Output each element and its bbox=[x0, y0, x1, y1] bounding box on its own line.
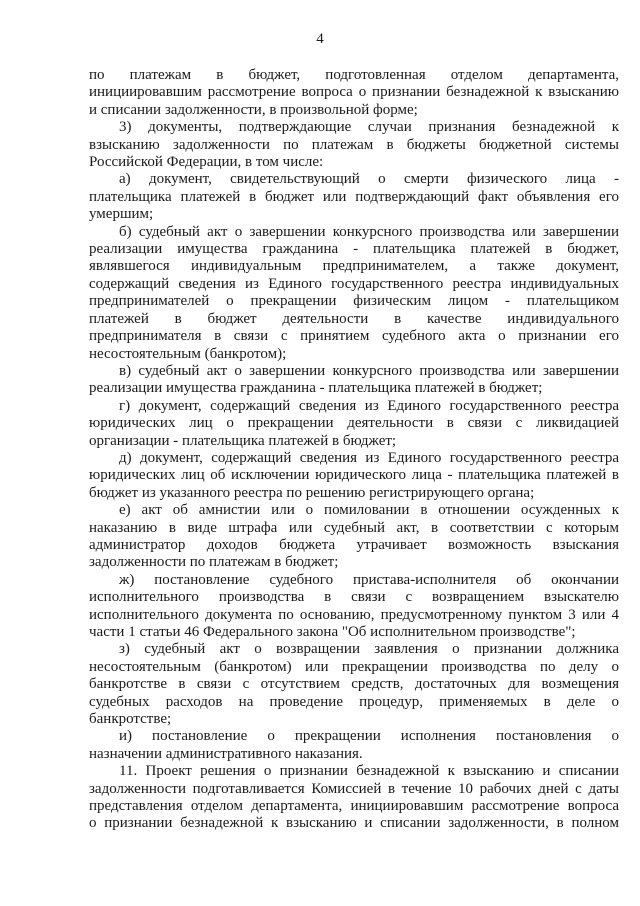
paragraph bbox=[89, 67, 619, 119]
text-line: е) акт об амнистии или о помиловании в отношении осужденных к bbox=[119, 502, 619, 519]
text-line: исполнительного документа по основанию, предусмотренному пунктом 3 или 4 bbox=[89, 606, 619, 623]
text-line: умершим; bbox=[89, 206, 154, 223]
text-line: организации - плательщика платежей в бюджет; bbox=[89, 432, 397, 449]
text-line: о признании безнадежной к взысканию и списании задолженности, в полном bbox=[89, 815, 619, 832]
text-line: плательщика платежей в бюджет или подтверждающий факт объявления его bbox=[89, 188, 619, 205]
text-line: судебных расходов на проведение процедур, применяемых в деле о bbox=[89, 693, 619, 710]
paragraph bbox=[89, 502, 619, 572]
text-line: Российской Федерации, в том числе: bbox=[89, 154, 324, 171]
text-line: и) постановление о прекращении исполнения постановления о bbox=[119, 728, 619, 745]
text-line: ж) постановление судебного пристава-исполнителя об окончании bbox=[119, 571, 619, 588]
paragraph bbox=[89, 450, 619, 502]
paragraph bbox=[89, 728, 619, 763]
paragraph bbox=[89, 641, 619, 728]
paragraph bbox=[89, 572, 619, 642]
text-line: реализации имущества гражданина - плательщика платежей в бюджет; bbox=[89, 380, 543, 397]
text-line: предпринимателей о прекращении физическим лицом - плательщиком bbox=[89, 293, 619, 310]
text-line: а) документ, свидетельствующий о смерти физического лица - bbox=[119, 171, 619, 188]
text-line: задолженности по платежам в бюджет; bbox=[89, 554, 339, 571]
text-line: по платежам в бюджет, подготовленная отделом департамента, bbox=[89, 67, 619, 83]
text-line: в) судебный акт о завершении конкурсного производства или завершении bbox=[119, 362, 619, 379]
text-line: юридических лиц о прекращении деятельности в связи с ликвидацией bbox=[89, 415, 619, 432]
paragraph bbox=[89, 224, 619, 363]
text-line: г) документ, содержащий сведения из Единого государственного реестра bbox=[119, 397, 619, 414]
paragraph bbox=[89, 119, 619, 171]
text-line: несостоятельным (банкротом); bbox=[89, 345, 287, 362]
page-number: 4 bbox=[316, 31, 324, 47]
text-line: 11. Проект решения о признании безнадежной к взысканию и списании bbox=[119, 763, 619, 780]
text-line: банкротстве в связи с отсутствием средств, достаточных для возмещения bbox=[89, 676, 619, 693]
text-line: и списании задолженности, в произвольной форме; bbox=[89, 101, 418, 118]
text-line: исполнительного производства в связи с возвращением взыскателю bbox=[89, 589, 619, 606]
text-line: инициировавшим рассмотрение вопроса о признании безнадежной к взысканию bbox=[89, 84, 619, 101]
text-line: являвшегося индивидуальным предпринимателем, а также документ, bbox=[89, 258, 619, 275]
text-line: представления отделом департамента, инициировавшим рассмотрение вопроса bbox=[89, 798, 619, 815]
paragraph bbox=[89, 763, 619, 833]
text-line: бюджет из указанного реестра по решению регистрирующего органа; bbox=[89, 484, 535, 501]
text-line: задолженности подготавливается Комиссией в течение 10 рабочих дней с даты bbox=[89, 780, 619, 797]
text-line: 3) документы, подтверждающие случаи признания безнадежной к bbox=[119, 119, 619, 136]
text-line: з) судебный акт о возвращении заявления о признании должника bbox=[119, 641, 619, 658]
text-line: банкротстве; bbox=[89, 711, 172, 728]
text-line: администратор доходов бюджета утрачивает возможность взыскания bbox=[89, 536, 619, 553]
text-line: части 1 статьи 46 Федерального закона "Об исполнительном производстве"; bbox=[89, 624, 576, 640]
text-line: назначении административного наказания. bbox=[89, 745, 363, 762]
text-line: взысканию задолженности по платежам в бюджеты бюджетной системы bbox=[89, 136, 619, 153]
text-line: предпринимателя в связи с принятием судебного акта о признании его bbox=[89, 328, 619, 345]
text-line: б) судебный акт о завершении конкурсного производства или завершении bbox=[119, 223, 619, 240]
text-line: наказанию в виде штрафа или судебный акт, в соответствии с которым bbox=[89, 519, 619, 536]
text-line: несостоятельным (банкротом) или прекращении производства по делу о bbox=[89, 658, 619, 675]
text-line: реализации имущества гражданина - плательщика платежей в бюджет, bbox=[89, 241, 619, 258]
text-line: д) документ, содержащий сведения из Единого государственного реестра bbox=[119, 449, 619, 466]
text-line: платежей в бюджет деятельности в качестве индивидуального bbox=[89, 310, 619, 327]
paragraph bbox=[89, 363, 619, 398]
paragraph bbox=[89, 171, 619, 223]
paragraph bbox=[89, 398, 619, 450]
text-line: содержащий сведения из Единого государственного реестра индивидуальных bbox=[89, 275, 619, 292]
text-line: юридических лиц об исключении юридического лица - плательщика платежей в bbox=[89, 467, 619, 484]
document-body bbox=[89, 67, 619, 833]
